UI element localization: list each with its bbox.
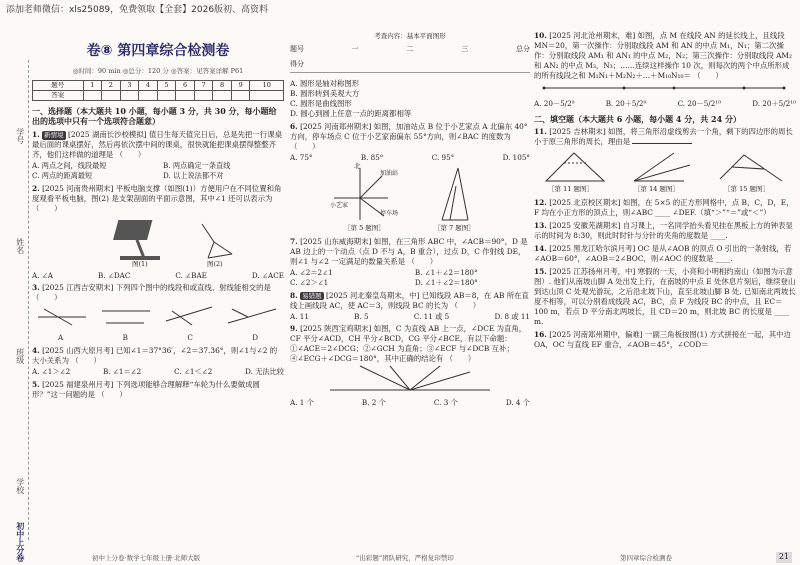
question-9 <box>290 324 530 408</box>
question-number: 11. <box>534 127 547 137</box>
question-number: 15. <box>534 267 547 277</box>
option[interactable]: B. 20＋5/2⁹ <box>605 98 647 108</box>
question-number: 1. <box>32 130 40 140</box>
question-text: [2025 吉林期末] 如图，将三角形沿虚线剪去一个角，剩下的四边形的周长小于原三角形的周长，理由是 <box>534 127 793 147</box>
exam-meta: ◎时间：90 min ◎总分：120 分 ◎答案：见答案详解 P61 <box>72 66 244 75</box>
table-header-cell: 8 <box>213 80 232 90</box>
side-label-name: 姓名 <box>15 238 25 254</box>
question-text: [2025 河北沧州期末，难] 如图，点 M 在线段 AN 的延长线上，且线段 MN＝20，第一次操作：分别取线段 AM 和 AN 的中点 M₁，N₁；第二次操作：分别取线段 AM₁ 和 AN₁ 的中点 M₂，N₂；第三次操作：分别取线段 AM₂ 和 AN₂ 的中点 M₃，N₃；……连续这样操作 10 次，则每次的两个中点所形成的所有线段之和 M₁N₁＋M₂N₂＋…＋M₁₀N₁₀＝ （ ） <box>534 31 792 80</box>
question-number: 10. <box>534 31 547 40</box>
table-header-cell: 3 <box>120 80 139 90</box>
option[interactable]: A. ∠1＞∠2 <box>32 366 71 376</box>
error-prone-tag: 易错题 <box>302 291 322 300</box>
question-number: 14. <box>534 244 547 254</box>
figure-caption: ［第 7 题图］ <box>434 224 475 233</box>
question-text: [2025 湖南长沙校模拟] 值日生每天值完日后，总是先把一行课桌最后面的课桌摆好，然后再依次摆中间的课桌，很快就能把课桌摆得整整齐齐，他们这样做的道理是 （ ） <box>32 130 282 160</box>
option[interactable]: A. 75° <box>290 152 313 162</box>
option[interactable]: C. 圆形是曲线图形 <box>290 98 352 108</box>
option[interactable]: C. ∠BAE <box>175 270 207 280</box>
option[interactable]: D. 4 个 <box>505 398 530 408</box>
options <box>290 153 530 163</box>
question-text: [2025 黑龙江哈尔滨月考] OC 是从∠AOB 的顶点 O 引出的一条射线，若∠AOB＝60°，∠AOB＝2∠BOC，则∠AOC 的度数是 ____. <box>534 244 792 264</box>
table-header-cell: 7 <box>194 80 213 90</box>
content-label: 考查内容：基本平面图形 <box>374 32 446 40</box>
question-text: [2025 安徽芜湖期末] 自习课上，一名同学抬头看见挂在黑板上方的钟表显示的时间为 8:30，则此时时针与分针的夹角的度数是 ____. <box>534 221 793 241</box>
question-13 <box>534 221 796 241</box>
map-label: 加油站 <box>380 170 399 178</box>
question-number: 12. <box>534 198 547 208</box>
option[interactable]: B. ∠DAC <box>98 270 131 280</box>
answer-cell[interactable] <box>157 90 176 100</box>
option[interactable]: A. ∠2＝2∠1 <box>290 268 333 278</box>
footer-right: 第四章综合检测卷 <box>620 554 672 563</box>
question-text: [2025 河南郑州期末] 如图，加油站点 B 位于小艺家点 A 北偏东 40°方向，停车场点 C 位于小艺家南偏东 55°方向，则∠BAC 的度数为 （ ） <box>290 121 528 151</box>
figure-caption: 图(2) <box>207 259 223 268</box>
option[interactable]: C. 3 个 <box>433 398 458 408</box>
options <box>290 268 530 287</box>
question-14 <box>534 244 796 264</box>
map-label: 停车场 <box>380 210 399 218</box>
question-number: 5. <box>32 379 40 389</box>
page-title: 卷⑧ 第四章综合检测卷 <box>86 43 230 59</box>
footer-left: 初中上分卷·数学七年级上册·北师大版 <box>92 554 201 563</box>
question-number: 7. <box>290 237 298 247</box>
option[interactable]: D. 8 或 11 <box>494 311 530 321</box>
question-4 <box>32 346 284 377</box>
option[interactable]: C. ∠1＜∠2 <box>174 366 213 376</box>
answer-cell[interactable] <box>250 90 284 100</box>
option[interactable]: C. ∠2＞∠1 <box>290 277 329 287</box>
question-15 <box>534 267 796 327</box>
footer-middle: “出彩题”团队研究，严格复印禁印 <box>356 554 454 563</box>
geometry-figures <box>534 147 796 187</box>
column-right <box>534 28 796 350</box>
figure-tablet <box>32 214 284 270</box>
column-middle <box>290 28 530 408</box>
option[interactable]: A. 20－5/2⁹ <box>534 98 575 108</box>
answer-cell[interactable] <box>176 90 195 100</box>
option[interactable]: D. 以上说法都不对 <box>163 170 224 180</box>
option[interactable]: B <box>122 333 128 343</box>
answer-cell[interactable] <box>194 90 213 100</box>
binding-margin <box>0 60 30 565</box>
answer-cell[interactable] <box>213 90 232 100</box>
cut-line <box>28 60 29 540</box>
option[interactable]: B. ∠1＝∠2 <box>103 366 142 376</box>
option[interactable]: B. 5 <box>354 311 369 321</box>
option[interactable]: A. ∠A <box>32 270 53 280</box>
question-5-options <box>290 79 530 119</box>
option[interactable]: A. 圆形是轴对称图形 <box>290 78 360 88</box>
question-number: 8. <box>290 290 298 300</box>
score-header-cell: 一 <box>351 44 359 53</box>
option[interactable]: D <box>252 333 258 343</box>
side-label-brand: 初中上分卷 <box>15 522 25 562</box>
map-figure <box>290 162 530 234</box>
question-text: [2025 河北秦皇岛期末，中] 已知线段 AB＝8，在 AB 所在直线上画线段 AC，使 AC＝3，则线段 BC 的长为 （ ） <box>290 290 529 310</box>
options <box>32 333 284 343</box>
table-row-label: 答案 <box>33 90 84 100</box>
question-3 <box>32 283 284 343</box>
option[interactable]: D. ∠1＋∠2＝180° <box>414 277 478 287</box>
question-number: 6. <box>290 121 298 131</box>
options <box>534 99 796 109</box>
options <box>32 367 284 377</box>
section-heading: 一、选择题（本大题共 10 小题，每小题 3 分，共 30 分，每小题给出的选项中只有一个选项符合题意） <box>32 105 277 127</box>
answer-cell[interactable] <box>120 90 139 100</box>
new-context-tag: 新情境 <box>44 131 64 140</box>
section-heading: 二、填空题（本大题共 6 小题，每小题 4 分，共 24 分） <box>534 113 741 124</box>
figure-caption: ［第 15 题图］ <box>724 185 769 194</box>
question-text: [2025 山东威海期末] 如图，在三角形 ABC 中，∠ACB＝90°，D 是 AB 边上的一个动点（点 D 不与 A，B 重合），过点 D，C 作射线 DE，则∠1 与∠2 一定满足的数量关系是 （ ） <box>290 237 528 267</box>
intersection-figures <box>32 303 284 329</box>
score-row: 得分 <box>290 60 530 72</box>
question-text: [2025 河南贵州期末] 平板电脑支撑（如图(1)）方便用户在不同位置和角度观看平板电脑，图(2) 是支架剖面的平面示意图，其中∠1 还可以表示为 （ ） <box>32 183 282 213</box>
score-header-cell: 二 <box>406 44 414 53</box>
score-header-cell: 总分 <box>516 44 530 53</box>
options <box>32 271 284 281</box>
question-12 <box>534 198 796 218</box>
question-5 <box>32 380 284 400</box>
answer-table <box>32 80 284 101</box>
figures-q11-q15 <box>534 147 796 195</box>
option[interactable]: D. 105° <box>502 152 530 162</box>
question-text: [2025 陕西宝鸡期末] 如图，C 为直线 AB 上一点，∠DCE 为直角，CF 平分∠ACD，CH 平分∠BCD，CG 平分∠BCE，有以下命题：①∠ACE＝2∠DCG；②∠GCH 为直角；③∠ECF 与∠DCB 互补；④∠ECG＋∠DCG＝180°，其中正确的结论有 （ ） <box>290 324 527 364</box>
answer-cell[interactable] <box>139 90 158 100</box>
question-number: 3. <box>32 283 40 293</box>
option[interactable]: C. 20－5/2¹⁰ <box>677 98 722 108</box>
answer-cell[interactable] <box>102 90 121 100</box>
tablet-stand-figure <box>32 214 284 270</box>
question-number: 16. <box>534 330 547 340</box>
option[interactable]: B. 85° <box>360 152 384 162</box>
figure-caption: ［第 11 题图］ <box>548 185 593 194</box>
answer-cell[interactable] <box>83 90 102 100</box>
option[interactable]: C. 95° <box>431 152 455 162</box>
options <box>32 161 284 180</box>
option[interactable]: A <box>58 333 64 343</box>
question-text: [2025 福建泉州月考] 下列选项能够合理解释“车轮为什么要做成圆形？”这一问题的是 （ ） <box>32 379 260 399</box>
table-header-cell: 5 <box>157 80 176 90</box>
option[interactable]: B. 两点确定一条直线 <box>163 161 231 171</box>
option[interactable]: A. 11 <box>290 311 309 321</box>
question-1 <box>32 130 284 180</box>
figures-q6-q7 <box>290 162 530 234</box>
option[interactable]: A. 1 个 <box>290 398 314 408</box>
question-16 <box>534 330 796 350</box>
option[interactable]: C. 两点的距离最短 <box>32 170 93 180</box>
score-header-cell: 三 <box>461 44 469 53</box>
table-header-cell: 题号 <box>33 80 84 90</box>
page-number: 21 <box>776 552 792 563</box>
options <box>290 312 530 322</box>
watermark-text: 添加老师微信：xls25089，免费领取【全套】2026版初、高资料 <box>6 5 269 15</box>
figure-caption: ［第 5 题图］ <box>344 224 385 233</box>
segment-figure <box>534 81 796 95</box>
question-number: 9. <box>290 324 298 334</box>
answer-blank[interactable] <box>632 143 692 144</box>
option[interactable]: C. 11 或 5 <box>413 311 450 321</box>
score-header <box>290 45 530 54</box>
question-text: [2025 江西吉安期末] 下列四个图中的线段和或直线、射线能相交的是 （ ） <box>32 283 271 303</box>
table-header-cell: 2 <box>102 80 121 90</box>
table-header-cell: 9 <box>231 80 250 90</box>
question-11 <box>534 127 796 195</box>
question-10 <box>534 31 796 109</box>
side-label-school: 学校 <box>15 478 25 494</box>
table-header-cell: 4 <box>139 80 158 90</box>
question-text: [2025 河南郑州期中，偏难] 一副三角板按图(1) 方式拼接在一起，其中边 OA，OC 与直线 EF 重合，∠AOB＝45°，∠COD＝ <box>534 330 791 350</box>
angle-figure <box>290 364 530 394</box>
options <box>290 398 530 408</box>
option[interactable]: C <box>187 333 193 343</box>
map-label: 北 <box>354 162 361 171</box>
question-6 <box>290 122 530 235</box>
map-label: 小艺家 <box>330 202 349 210</box>
figure-caption: 图(1) <box>132 259 148 268</box>
question-text: [2025 江苏扬州月考，中] 寒假的一天，小亮和小明相约南山（如图为示意图）. 他们从南坡山脚 A 处出发上行，在南坡的中点 E 处休息片刻后，继续登山到达山顶 C 处观光游玩，之后沿北坡下山，直至北坡山脚 B 处. 已知南北两坡长度不相等，可以分别看成线段 AC，BC，点 F 为线段 BC 的中点，且 EC＝100 m，若点 D 平分南北两坡长，且 CD＝20 m，则北坡 BC 的长度是 ____ m. <box>534 267 796 327</box>
option[interactable]: D. ∠ACE <box>251 270 284 280</box>
table-header-cell: 1 <box>83 80 102 90</box>
answer-cell[interactable] <box>231 90 250 100</box>
option[interactable]: B. 2 个 <box>361 398 386 408</box>
question-number: 13. <box>534 221 547 231</box>
option[interactable]: D. 圆心到圆上任意一点的距离都相等 <box>290 108 412 118</box>
question-number: 4. <box>32 345 40 355</box>
option[interactable]: D. 无法比较 <box>245 366 284 376</box>
question-7 <box>290 237 530 287</box>
side-label-id: 学号 <box>15 128 25 144</box>
question-text: [2025 山西大原月考] 已知∠1＝37°36′，∠2＝37.36°，则∠1与∠2 的大小关系为 （ ） <box>32 345 278 365</box>
side-label-class: 班级 <box>15 348 25 364</box>
option[interactable]: A. 两点之间，线段最短 <box>32 161 107 171</box>
figure-caption: ［第 14 题图］ <box>634 185 679 194</box>
question-8 <box>290 291 530 322</box>
question-2 <box>32 184 284 281</box>
option[interactable]: B. 圆形转到美观大方 <box>290 88 360 98</box>
table-header-cell: 6 <box>176 80 195 90</box>
option[interactable]: B. ∠1＋∠2＝180° <box>414 268 478 278</box>
question-number: 2. <box>32 183 40 193</box>
question-text: [2025 北京校区期末] 如图，在 5×5 的正方形网格中，点 B，C，D，E，F 均在小正方形的顶点上，则∠ABC ____ ∠DEF.（填“＞”“＝”或“＜”） <box>534 198 794 218</box>
table-header-cell: 10 <box>250 80 284 90</box>
option[interactable]: D. 20＋5/2¹⁰ <box>752 98 796 108</box>
column-left <box>32 28 284 400</box>
score-header-cell: 题号 <box>290 44 304 53</box>
